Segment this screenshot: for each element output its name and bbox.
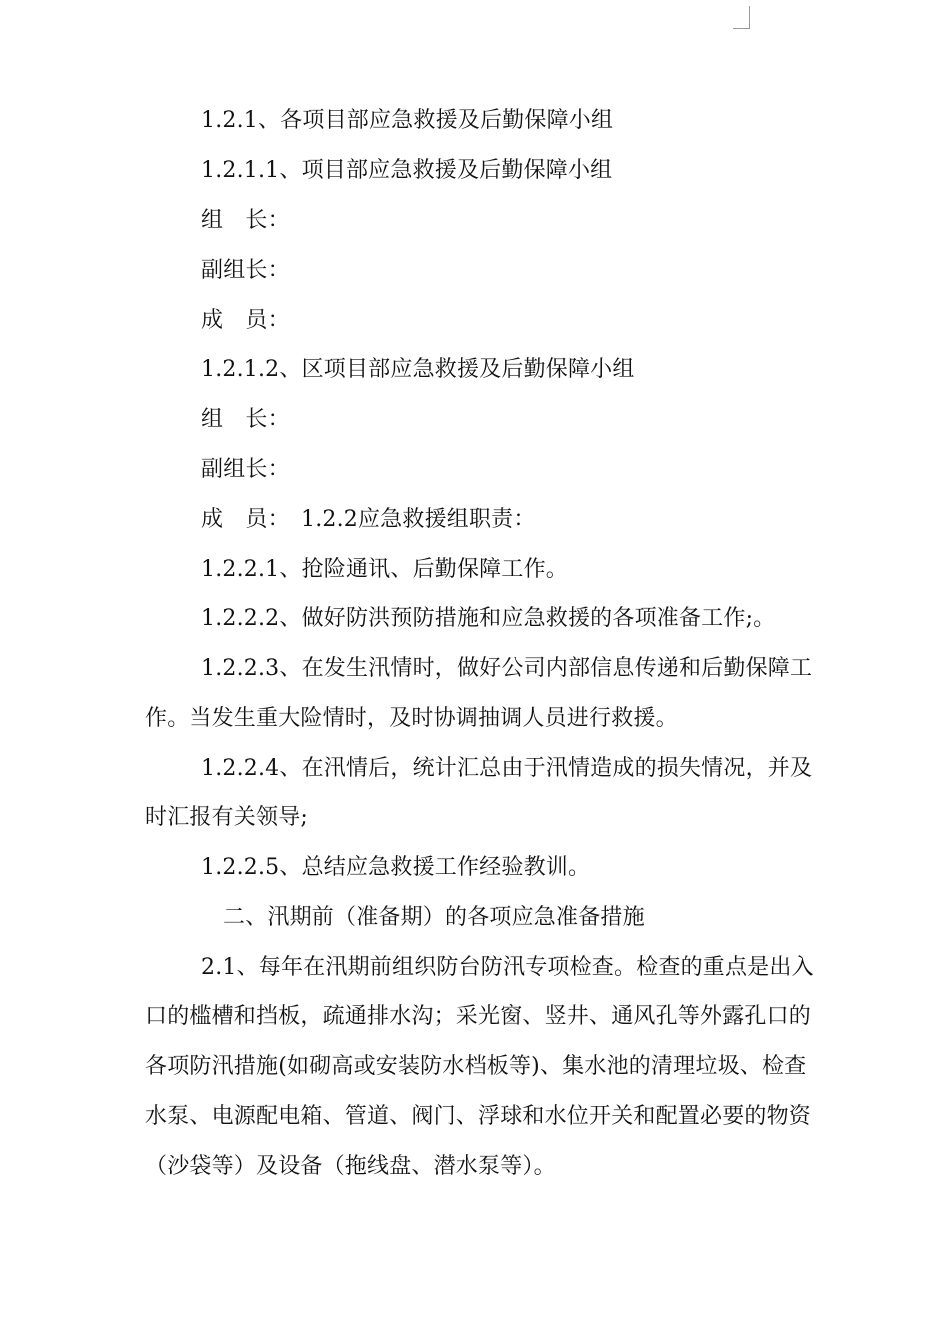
paragraph-1-2-2-3-line-2: 作。当发生重大险情时，及时协调抽调人员进行救援。 [145,706,678,731]
members-label: 成 员： [201,308,290,333]
deputy-leader-label-2: 副组长： [201,457,290,482]
chapter-heading-2: 二、汛期前（准备期）的各项应急准备措施 [223,905,645,930]
group-leader-label-2: 组 长： [201,407,290,432]
section-heading-1-2-1: 1.2.1、各项目部应急救援及后勤保障小组 [201,108,614,133]
members-label-2: 成 员： 1.2.2应急救援组职责： [201,507,536,532]
page-corner-mark [733,6,750,29]
group-leader-label: 组 长： [201,208,290,233]
paragraph-2-1-line-1: 2.1、每年在汛期前组织防台防汛专项检查。检查的重点是出入 [201,955,814,980]
paragraph-1-2-2-3-line-1: 1.2.2.3、在发生汛情时，做好公司内部信息传递和后勤保障工 [201,656,813,681]
paragraph-1-2-2-4-line-2: 时汇报有关领导; [145,805,309,830]
paragraph-1-2-2-2: 1.2.2.2、做好防洪预防措施和应急救援的各项准备工作;。 [201,606,776,631]
deputy-leader-label: 副组长： [201,258,290,283]
paragraph-1-2-2-5: 1.2.2.5、总结应急救援工作经验教训。 [201,855,591,880]
paragraph-2-1-line-5: （沙袋等）及设备（拖线盘、潜水泵等）。 [145,1154,556,1179]
paragraph-2-1-line-3: 各项防汛措施(如砌高或安装防水档板等)、集水池的清理垃圾、检查 [145,1054,807,1079]
section-heading-1-2-1-1: 1.2.1.1、项目部应急救援及后勤保障小组 [201,158,613,183]
paragraph-2-1-line-2: 口的槛槽和挡板，疏通排水沟；采光窗、竖井、通风孔等外露孔口的 [145,1004,812,1029]
paragraph-1-2-2-4-line-1: 1.2.2.4、在汛情后，统计汇总由于汛情造成的损失情况，并及 [201,756,813,781]
paragraph-1-2-2-1: 1.2.2.1、抢险通讯、后勤保障工作。 [201,557,568,582]
paragraph-2-1-line-4: 水泵、电源配电箱、管道、阀门、浮球和水位开关和配置必要的物资 [145,1104,812,1129]
section-heading-1-2-1-2: 1.2.1.2、区项目部应急救援及后勤保障小组 [201,357,635,382]
